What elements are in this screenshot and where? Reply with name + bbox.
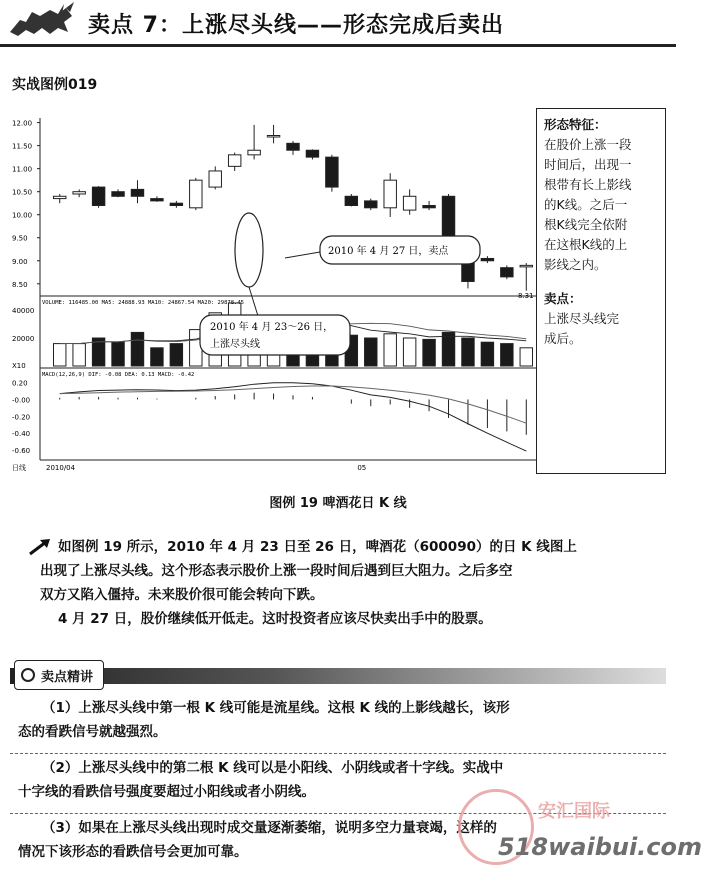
tips-banner-text: 卖点精讲 [41, 669, 94, 685]
tip-item-3-line-1: （3）如果在上涨尽头线出现时成交量逐渐萎缩，说明多空力量衰竭，这样的 [42, 820, 497, 836]
volume-header: VOLUME: 116485.00 MA5: 24888.93 MA10: 24867.54 MA20: 29878.45 [42, 300, 244, 306]
bull-logo-icon [6, 2, 78, 42]
candle-body [520, 265, 532, 267]
candle-body [403, 196, 415, 210]
watermark-text-2: 518waibui.com [498, 833, 702, 861]
price-tick-label: 10.00 [12, 211, 33, 220]
x-axis-left-label: 日线 [12, 464, 26, 472]
macd-tick-label: -0.60 [12, 446, 31, 455]
pattern-callout-line1: 2010 年 4 月 23～26 日， [210, 322, 334, 333]
candle-body [190, 180, 202, 208]
pattern-callout-line2: 上涨尽头线 [210, 339, 260, 350]
price-tick-label: 10.50 [12, 188, 33, 197]
candle-body [287, 143, 299, 150]
volume-bar [520, 348, 532, 366]
tips-banner-bar [10, 668, 666, 684]
x-axis-date-label: 2010/04 [46, 464, 76, 472]
volume-tick-label: 20000 [12, 335, 35, 343]
section-title: 实战图例019 [12, 77, 98, 93]
body-paragraph-1-line-1: 如图例 19 所示，2010 年 4 月 23 日至 26 日，啤酒花（600090）的日 K 线图上 [58, 539, 577, 555]
candle-body [112, 192, 124, 197]
candle-body [326, 157, 338, 187]
feature-text-line: 的K线。之后一 [544, 197, 628, 212]
price-tick-label: 9.00 [12, 257, 28, 266]
sell-point-text-line: 成后。 [544, 331, 582, 346]
candle-body [209, 171, 221, 187]
low-price-label: 8.31 [518, 292, 534, 300]
macd-tick-label: 0.20 [12, 379, 28, 388]
tip-item-2-line-2: 十字线的看跌信号强度要超过小阳线或者小阴线。 [18, 784, 315, 800]
watermark [438, 785, 702, 875]
candle-body [151, 199, 163, 201]
tip-item-1 [10, 696, 666, 754]
sell-callout-pointer [285, 252, 320, 258]
volume-unit-label: X10 [12, 362, 26, 370]
volume-bar [73, 344, 85, 366]
macd-dif-line [60, 383, 527, 451]
tip-item-1-line-1: （1）上涨尽头线中第一根 K 线可能是流星线。这根 K 线的上影线越长，该形 [42, 700, 510, 716]
price-tick-label: 9.50 [12, 234, 28, 243]
header-rule [0, 44, 676, 47]
volume-bar [131, 332, 143, 366]
price-tick-label: 8.50 [12, 280, 28, 289]
volume-bar [170, 344, 182, 366]
volume-bar [501, 344, 513, 366]
candle-body [73, 192, 85, 194]
watermark-text-1: 安汇国际 [538, 801, 610, 822]
macd-tick-label: -0.00 [12, 396, 31, 405]
price-tick-label: 11.50 [12, 142, 33, 151]
volume-bar [462, 338, 474, 366]
sell-point-text [544, 309, 658, 349]
volume-bar [423, 339, 435, 366]
candle-body [345, 196, 357, 205]
tip-item-3-line-2: 情况下该形态的看跌信号会更加可靠。 [18, 844, 248, 860]
candle-body [267, 136, 279, 138]
feature-text-line: 时间后，出现一 [544, 157, 632, 172]
macd-header: MACD(12,26,9) DIF: -0.08 DEA: 0.13 MACD: -0.42 [42, 372, 195, 378]
volume-bar [384, 334, 396, 366]
body-paragraph-2: 4 月 27 日，股价继续低开低走。这时投资者应该尽快卖出手中的股票。 [58, 611, 492, 627]
candle-body [53, 196, 65, 198]
candle-body [248, 150, 260, 155]
volume-bar [151, 348, 163, 366]
sell-point-text-line: 上涨尽头线完 [544, 311, 620, 326]
feature-text-line: 在股价上涨一段 [544, 137, 632, 152]
sell-callout-text: 2010 年 4 月 27 日，卖点 [328, 246, 449, 257]
volume-bar [442, 332, 454, 366]
feature-text-line: 影线之内。 [544, 257, 607, 272]
volume-bar [365, 338, 377, 366]
arrow-icon [28, 538, 54, 556]
volume-tick-label: 40000 [12, 307, 35, 315]
candle-body [228, 155, 240, 167]
volume-bar [403, 338, 415, 366]
candle-body [481, 258, 493, 260]
tips-banner-label [14, 660, 104, 690]
figure-caption: 图例 19 啤酒花日 K 线 [269, 496, 407, 511]
sell-point-title: 卖点： [544, 291, 582, 306]
body-paragraph-1-line-3: 双方又陷入僵持。未来股价很可能会转向下跌。 [40, 587, 324, 603]
pattern-highlight-ellipse [235, 213, 263, 287]
pattern-callout-pointer [249, 287, 258, 316]
feature-text [544, 135, 658, 275]
feature-text-line: 在这根K线的上 [544, 237, 628, 252]
volume-bar [481, 342, 493, 366]
price-tick-label: 12.00 [12, 119, 33, 128]
page-header [0, 0, 676, 52]
body-paragraph-1-line-2: 出现了上涨尽头线。这个形态表示股价上涨一段时间后遇到巨大阻力。之后多空 [40, 563, 513, 579]
page-title: 卖点 7：上涨尽头线——形态完成后卖出 [88, 13, 504, 38]
price-tick-label: 11.00 [12, 165, 33, 174]
tips-banner [10, 660, 666, 688]
feature-text-line: 根K线完全依附 [544, 217, 628, 232]
candle-body [423, 206, 435, 208]
pattern-description-box [536, 108, 666, 474]
feature-text-line: 根带有长上影线 [544, 177, 632, 192]
macd-tick-label: -0.20 [12, 413, 31, 422]
volume-bar [53, 344, 65, 366]
kline-chart-svg [10, 108, 538, 474]
feature-title: 形态特征： [544, 117, 607, 132]
candle-body [92, 187, 104, 205]
x-axis-date-label: 05 [357, 464, 367, 472]
circle-bullet-icon [21, 668, 35, 682]
tip-item-1-line-2: 态的看跌信号就越强烈。 [18, 724, 167, 740]
kline-chart [10, 108, 538, 474]
volume-bar [112, 342, 124, 366]
macd-tick-label: -0.40 [12, 430, 31, 439]
candle-body [306, 150, 318, 157]
tip-item-2-line-1: （2）上涨尽头线中的第二根 K 线可以是小阳线、小阴线或者十字线。实战中 [42, 760, 504, 776]
candle-body [501, 268, 513, 277]
candle-body [170, 203, 182, 205]
candle-body [365, 201, 377, 208]
candle-body [384, 180, 396, 208]
candle-body [131, 189, 143, 196]
